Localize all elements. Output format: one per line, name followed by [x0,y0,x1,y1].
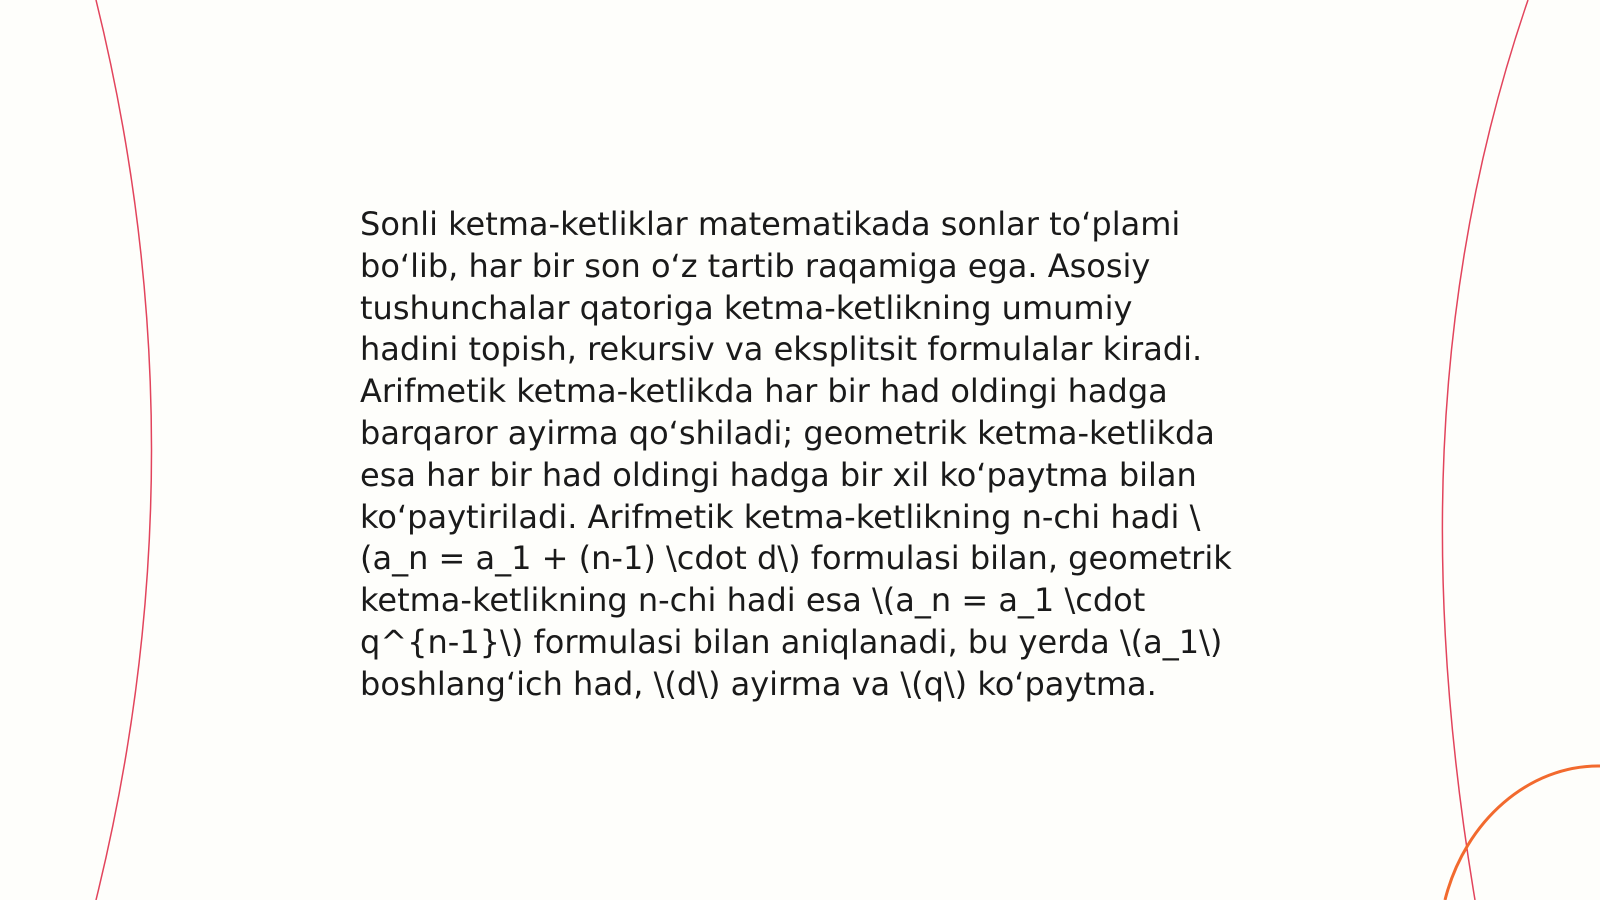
right-decorative-curve [1442,0,1528,900]
left-decorative-curve [96,0,152,900]
bottom-right-arc [1445,766,1600,900]
slide-body-text: Sonli ketma-ketliklar matematikada sonlar to‘plami bo‘lib, har bir son o‘z tartib raqamiga ega. Asosiy tushunchalar qatoriga ketma-ketlikning umumiy hadini topish, rekursiv va eksplitsit formulalar kiradi. Arifmetik ketma-ketlikda har bir had oldingi hadga barqaror ayirma qo‘shiladi; geometrik ketma-ketlikda esa har bir had oldingi hadga bir xil ko‘paytma bilan ko‘paytiriladi. Arifmetik ketma-ketlikning n-chi hadi \(a_n = a_1 + (n-1) \cdot d\) formulasi bilan, geometrik ketma-ketlikning n-chi hadi esa \(a_n = a_1 \cdot q^{n-1}\) formulasi bilan aniqlanadi, bu yerda \(a_1\) boshlang‘ich had, \(d\) ayirma va \(q\) ko‘paytma. [360,205,1232,703]
